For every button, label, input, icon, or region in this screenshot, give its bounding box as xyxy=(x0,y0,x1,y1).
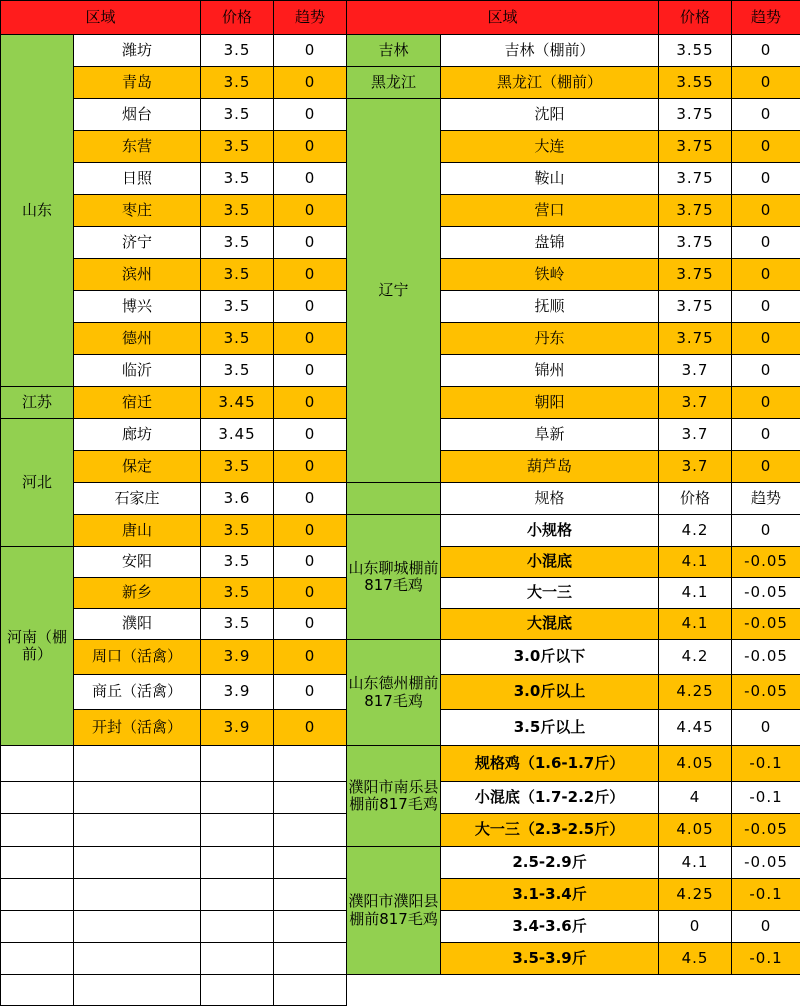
city-name: 东营 xyxy=(74,131,201,163)
empty-cell xyxy=(274,911,347,943)
trend-value: 0 xyxy=(274,227,347,259)
price-value: 3.5 xyxy=(201,291,274,323)
trend-value: 0 xyxy=(732,259,800,291)
market-name: 抚顺 xyxy=(441,291,659,323)
city-name: 唐山 xyxy=(74,515,201,547)
spec-name: 3.0斤以下 xyxy=(441,640,659,675)
table-row xyxy=(1,640,800,675)
price-value: 4.2 xyxy=(659,640,732,675)
trend-value: 0 xyxy=(732,291,800,323)
city-name: 滨州 xyxy=(74,259,201,291)
province-label: 山东 xyxy=(1,35,74,387)
spec-group-label: 濮阳市濮阳县棚前817毛鸡 xyxy=(347,847,441,975)
empty-cell xyxy=(201,814,274,847)
spec-name: 3.5斤以上 xyxy=(441,710,659,746)
market-name: 铁岭 xyxy=(441,259,659,291)
trend-value: 0 xyxy=(274,35,347,67)
spec-price-header: 价格 xyxy=(659,483,732,515)
city-name: 济宁 xyxy=(74,227,201,259)
left-trend-header: 趋势 xyxy=(274,1,347,35)
table-row xyxy=(1,67,800,99)
table-row xyxy=(1,35,800,67)
empty-cell xyxy=(1,847,74,879)
empty-cell xyxy=(201,911,274,943)
trend-value: -0.05 xyxy=(732,609,800,640)
region-label: 辽宁 xyxy=(347,99,441,483)
trend-value: -0.05 xyxy=(732,640,800,675)
trend-value: 0 xyxy=(274,355,347,387)
trend-value: -0.05 xyxy=(732,675,800,710)
price-value: 3.5 xyxy=(201,609,274,640)
empty-cell xyxy=(274,943,347,975)
spec-group-label: 山东德州棚前817毛鸡 xyxy=(347,640,441,746)
trend-value: 0 xyxy=(732,35,800,67)
spec-name: 小规格 xyxy=(441,515,659,547)
price-value: 3.75 xyxy=(659,163,732,195)
trend-value: 0 xyxy=(732,710,800,746)
trend-value: 0 xyxy=(274,710,347,746)
spec-name: 3.5-3.9斤 xyxy=(441,943,659,975)
header-row xyxy=(1,1,800,35)
right-trend-header: 趋势 xyxy=(732,1,800,35)
trend-value: 0 xyxy=(274,323,347,355)
empty-cell xyxy=(1,814,74,847)
price-value: 3.7 xyxy=(659,451,732,483)
empty-cell xyxy=(74,879,201,911)
spec-name: 小混底 xyxy=(441,547,659,578)
empty-cell xyxy=(201,847,274,879)
price-value: 4.25 xyxy=(659,675,732,710)
trend-value: 0 xyxy=(732,387,800,419)
trend-value: 0 xyxy=(732,163,800,195)
price-value: 3.5 xyxy=(201,67,274,99)
table-body xyxy=(1,1,800,1006)
spec-name: 规格鸡（1.6-1.7斤） xyxy=(441,746,659,782)
city-name: 周口（活禽） xyxy=(74,640,201,675)
price-value: 3.7 xyxy=(659,419,732,451)
city-name: 保定 xyxy=(74,451,201,483)
price-value: 3.75 xyxy=(659,195,732,227)
city-name: 烟台 xyxy=(74,99,201,131)
spec-name: 3.4-3.6斤 xyxy=(441,911,659,943)
empty-cell xyxy=(1,975,74,1006)
market-name: 丹东 xyxy=(441,323,659,355)
price-value: 3.5 xyxy=(201,323,274,355)
price-value: 3.75 xyxy=(659,227,732,259)
price-value: 3.5 xyxy=(201,259,274,291)
market-name: 阜新 xyxy=(441,419,659,451)
price-value: 3.9 xyxy=(201,675,274,710)
table-row xyxy=(1,99,800,131)
trend-value: 0 xyxy=(274,515,347,547)
empty-cell xyxy=(201,782,274,814)
market-name: 锦州 xyxy=(441,355,659,387)
empty-cell xyxy=(74,847,201,879)
trend-value: 0 xyxy=(274,387,347,419)
spec-name: 大一三 xyxy=(441,578,659,609)
price-value: 3.9 xyxy=(201,710,274,746)
empty-cell xyxy=(1,746,74,782)
city-name: 石家庄 xyxy=(74,483,201,515)
price-value: 3.45 xyxy=(201,419,274,451)
empty-cell xyxy=(201,746,274,782)
price-value: 3.5 xyxy=(201,451,274,483)
city-name: 新乡 xyxy=(74,578,201,609)
trend-value: 0 xyxy=(732,911,800,943)
table-row xyxy=(1,515,800,547)
price-value: 4.45 xyxy=(659,710,732,746)
trend-value: 0 xyxy=(274,131,347,163)
city-name: 廊坊 xyxy=(74,419,201,451)
trend-value: 0 xyxy=(732,355,800,387)
empty-cell xyxy=(274,814,347,847)
market-name: 朝阳 xyxy=(441,387,659,419)
table-row xyxy=(1,975,800,1006)
price-value: 3.75 xyxy=(659,323,732,355)
trend-value: 0 xyxy=(732,131,800,163)
trend-value: -0.05 xyxy=(732,547,800,578)
price-value: 3.75 xyxy=(659,291,732,323)
city-name: 开封（活禽） xyxy=(74,710,201,746)
price-value: 3.55 xyxy=(659,35,732,67)
city-name: 商丘（活禽） xyxy=(74,675,201,710)
price-value: 3.75 xyxy=(659,131,732,163)
city-name: 青岛 xyxy=(74,67,201,99)
trend-value: -0.05 xyxy=(732,814,800,847)
trend-value: 0 xyxy=(274,483,347,515)
market-name: 沈阳 xyxy=(441,99,659,131)
price-value: 4.1 xyxy=(659,609,732,640)
empty-cell xyxy=(201,879,274,911)
right-price-header: 价格 xyxy=(659,1,732,35)
price-value: 3.5 xyxy=(201,163,274,195)
price-value: 4.1 xyxy=(659,847,732,879)
empty-cell xyxy=(74,814,201,847)
price-value: 3.5 xyxy=(201,547,274,578)
price-value: 3.5 xyxy=(201,227,274,259)
region-label: 吉林 xyxy=(347,35,441,67)
trend-value: 0 xyxy=(732,451,800,483)
price-value: 3.75 xyxy=(659,259,732,291)
empty-cell xyxy=(74,911,201,943)
empty-cell xyxy=(74,975,201,1006)
price-value: 4.2 xyxy=(659,515,732,547)
empty-cell xyxy=(74,943,201,975)
empty-cell xyxy=(274,847,347,879)
price-value: 3.45 xyxy=(201,387,274,419)
empty-cell xyxy=(201,975,274,1006)
trend-value: 0 xyxy=(274,609,347,640)
price-value: 4 xyxy=(659,782,732,814)
trend-value: 0 xyxy=(732,515,800,547)
price-value: 3.7 xyxy=(659,387,732,419)
empty-cell xyxy=(274,746,347,782)
price-value: 3.5 xyxy=(201,35,274,67)
spec-header-blank xyxy=(347,483,441,515)
price-value: 4.1 xyxy=(659,578,732,609)
spec-name: 2.5-2.9斤 xyxy=(441,847,659,879)
city-name: 博兴 xyxy=(74,291,201,323)
price-value: 3.5 xyxy=(201,195,274,227)
market-name: 鞍山 xyxy=(441,163,659,195)
trend-value: 0 xyxy=(274,195,347,227)
price-value: 4.05 xyxy=(659,746,732,782)
left-price-header: 价格 xyxy=(201,1,274,35)
trend-value: 0 xyxy=(274,675,347,710)
trend-value: 0 xyxy=(274,67,347,99)
price-value: 3.5 xyxy=(201,515,274,547)
empty-cell xyxy=(1,879,74,911)
table-row xyxy=(1,483,800,515)
trend-value: 0 xyxy=(274,163,347,195)
trend-value: 0 xyxy=(274,291,347,323)
trend-value: 0 xyxy=(732,323,800,355)
market-name: 盘锦 xyxy=(441,227,659,259)
right-region-header: 区域 xyxy=(347,1,659,35)
trend-value: 0 xyxy=(732,195,800,227)
trend-value: -0.1 xyxy=(732,746,800,782)
trend-value: 0 xyxy=(732,99,800,131)
trend-value: -0.1 xyxy=(732,782,800,814)
market-name: 营口 xyxy=(441,195,659,227)
trend-value: -0.1 xyxy=(732,943,800,975)
province-label: 河北 xyxy=(1,419,74,547)
price-value: 4.25 xyxy=(659,879,732,911)
price-value: 3.5 xyxy=(201,131,274,163)
price-value: 4.1 xyxy=(659,547,732,578)
spec-name: 小混底（1.7-2.2斤） xyxy=(441,782,659,814)
city-name: 枣庄 xyxy=(74,195,201,227)
market-name: 黑龙江（棚前） xyxy=(441,67,659,99)
price-value: 0 xyxy=(659,911,732,943)
price-value: 4.05 xyxy=(659,814,732,847)
spec-name: 大一三（2.3-2.5斤） xyxy=(441,814,659,847)
spec-name: 3.1-3.4斤 xyxy=(441,879,659,911)
market-name: 葫芦岛 xyxy=(441,451,659,483)
province-label: 河南（棚前） xyxy=(1,547,74,746)
market-name: 大连 xyxy=(441,131,659,163)
spec-group-label: 濮阳市南乐县棚前817毛鸡 xyxy=(347,746,441,847)
city-name: 德州 xyxy=(74,323,201,355)
spec-name: 3.0斤以上 xyxy=(441,675,659,710)
empty-cell xyxy=(201,943,274,975)
trend-value: 0 xyxy=(274,99,347,131)
city-name: 潍坊 xyxy=(74,35,201,67)
trend-value: 0 xyxy=(274,419,347,451)
empty-cell xyxy=(74,782,201,814)
empty-cell xyxy=(74,746,201,782)
price-value: 3.75 xyxy=(659,99,732,131)
trend-value: 0 xyxy=(274,640,347,675)
price-value: 4.5 xyxy=(659,943,732,975)
price-value: 3.6 xyxy=(201,483,274,515)
price-value: 3.9 xyxy=(201,640,274,675)
trend-value: -0.05 xyxy=(732,578,800,609)
spec-name: 大混底 xyxy=(441,609,659,640)
price-value: 3.5 xyxy=(201,355,274,387)
price-value: 3.5 xyxy=(201,578,274,609)
city-name: 安阳 xyxy=(74,547,201,578)
region-label: 黑龙江 xyxy=(347,67,441,99)
city-name: 临沂 xyxy=(74,355,201,387)
trend-value: -0.1 xyxy=(732,879,800,911)
trend-value: 0 xyxy=(274,451,347,483)
trend-value: -0.05 xyxy=(732,847,800,879)
city-name: 宿迁 xyxy=(74,387,201,419)
spec-group-label: 山东聊城棚前817毛鸡 xyxy=(347,515,441,640)
trend-value: 0 xyxy=(732,67,800,99)
empty-cell xyxy=(1,943,74,975)
price-value: 3.55 xyxy=(659,67,732,99)
spec-trend-header: 趋势 xyxy=(732,483,800,515)
trend-value: 0 xyxy=(274,547,347,578)
empty-cell xyxy=(1,782,74,814)
table-row xyxy=(1,847,800,879)
trend-value: 0 xyxy=(274,578,347,609)
trend-value: 0 xyxy=(732,419,800,451)
empty-cell xyxy=(274,782,347,814)
price-value: 3.7 xyxy=(659,355,732,387)
market-name: 吉林（棚前） xyxy=(441,35,659,67)
spec-header: 规格 xyxy=(441,483,659,515)
city-name: 日照 xyxy=(74,163,201,195)
city-name: 濮阳 xyxy=(74,609,201,640)
trend-value: 0 xyxy=(274,259,347,291)
price-value: 3.5 xyxy=(201,99,274,131)
empty-cell xyxy=(274,975,347,1006)
empty-cell xyxy=(274,879,347,911)
table-row xyxy=(1,746,800,782)
left-region-header: 区域 xyxy=(1,1,201,35)
province-label: 江苏 xyxy=(1,387,74,419)
trend-value: 0 xyxy=(732,227,800,259)
empty-cell xyxy=(1,911,74,943)
